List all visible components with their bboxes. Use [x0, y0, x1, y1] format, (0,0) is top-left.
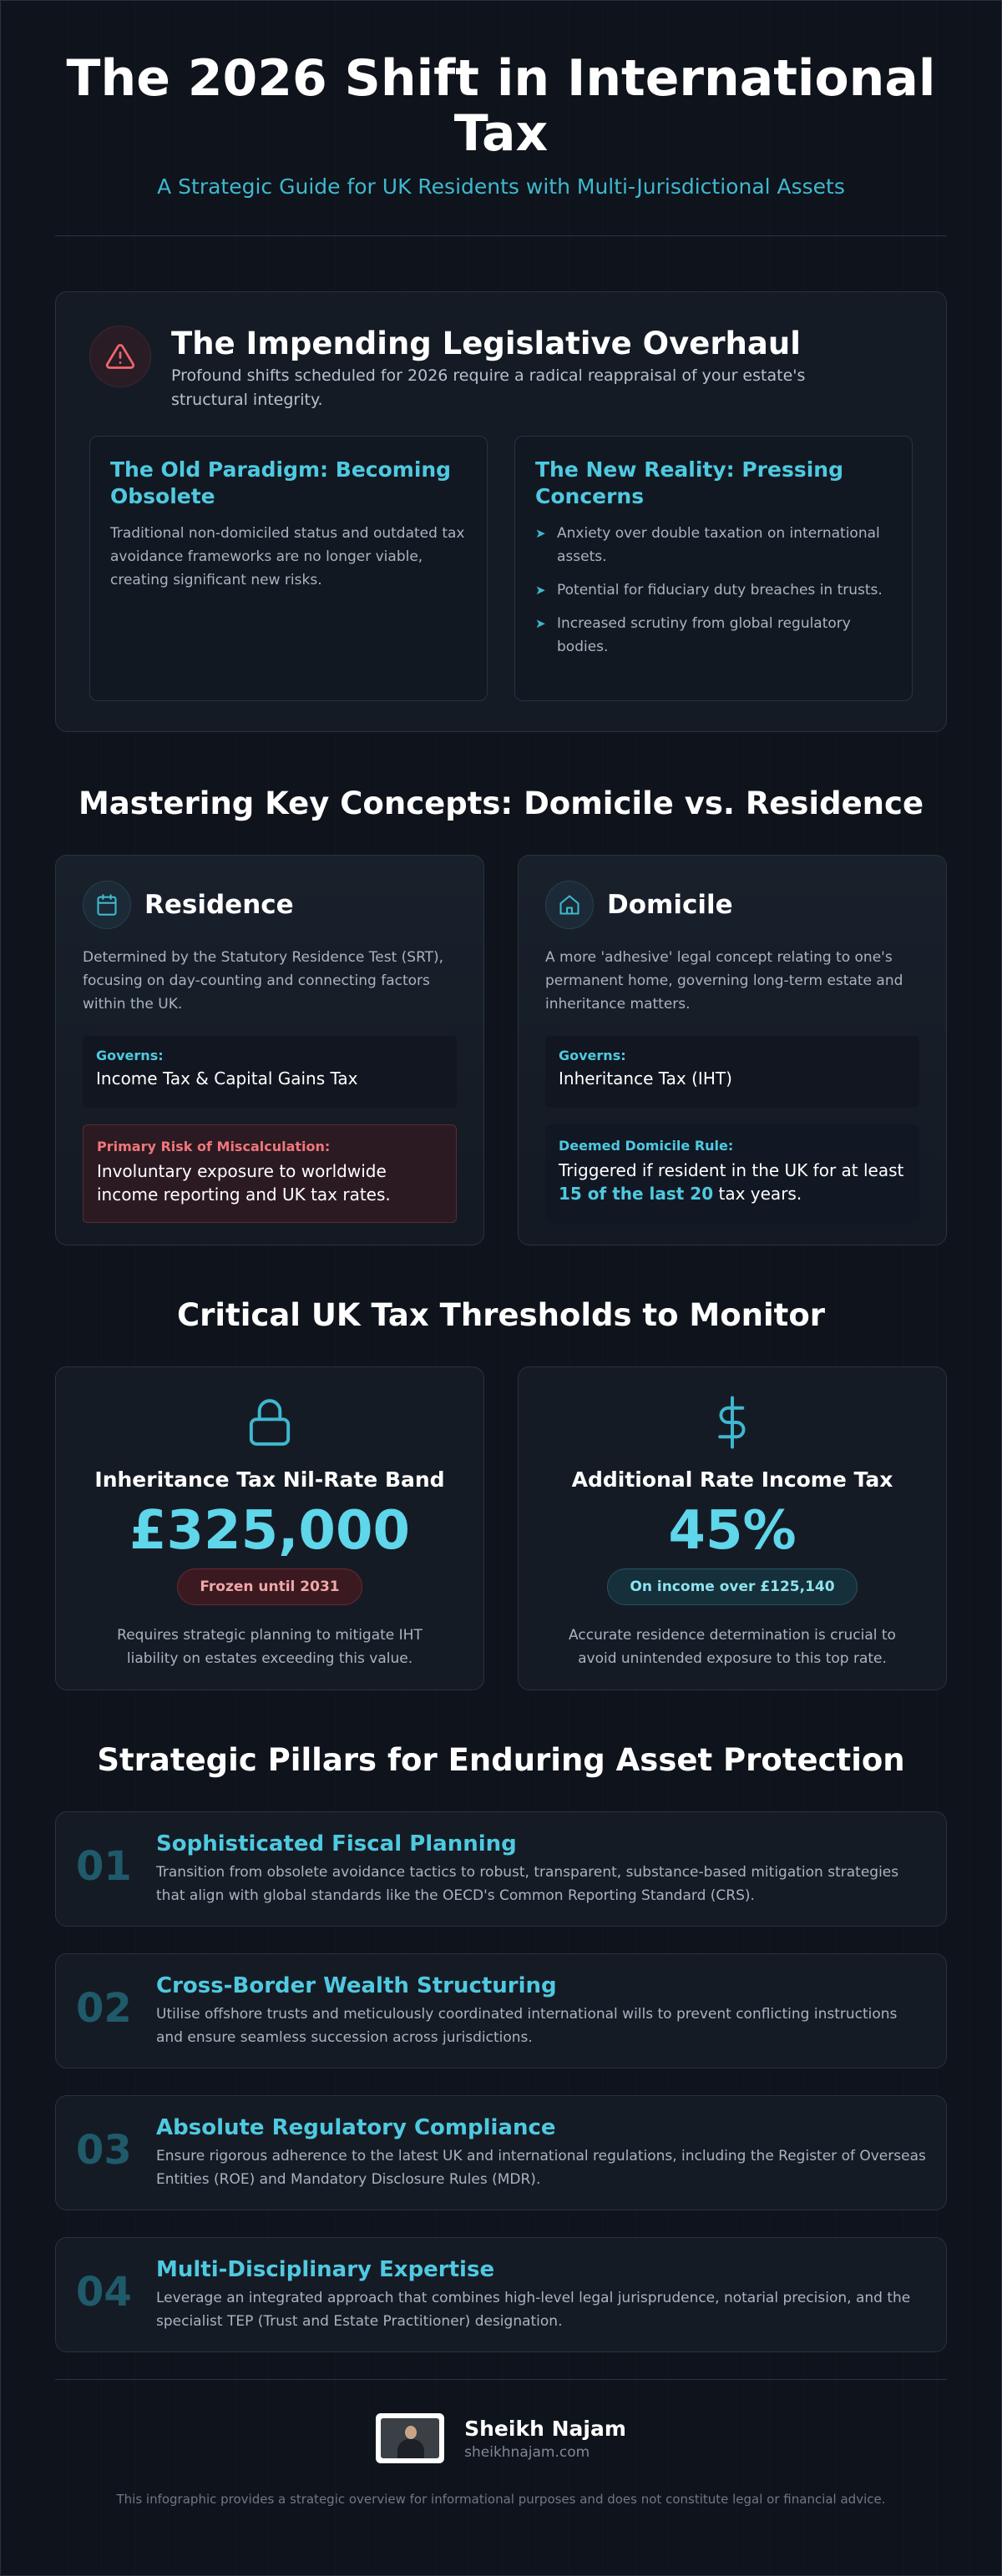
list-item: ➤ Anxiety over double taxation on international assets. [535, 522, 892, 568]
governs-value: Income Tax & Capital Gains Tax [96, 1068, 358, 1088]
deemed-domicile-label: Deemed Domicile Rule: [559, 1138, 734, 1154]
pillar-number: 02 [76, 1985, 132, 2032]
pillar-number: 04 [76, 2269, 132, 2316]
header-divider [55, 235, 947, 236]
arrow-right-icon: ➤ [535, 583, 546, 598]
pillar-description: Ensure rigorous adherence to the latest UK and international regulations, including the Register of Overseas Entities (ROE) and Mandatory Disclosure Rules (MDR). [156, 2148, 926, 2188]
threshold-name: Additional Rate Income Tax [571, 1467, 893, 1492]
pillar-number: 03 [76, 2127, 132, 2174]
footer-divider [55, 2379, 947, 2380]
domicile-card [518, 855, 947, 1245]
dollar-icon [519, 1396, 946, 1449]
residence-risk-box [83, 1124, 457, 1223]
old-paradigm-card [89, 436, 488, 701]
threshold-card [55, 1366, 484, 1690]
threshold-note: Requires strategic planning to mitigate IHT liability on estates exceeding this value. [117, 1627, 423, 1667]
threshold-note: Accurate residence determination is crucial to avoid unintended exposure to this top rate. [569, 1627, 896, 1667]
threshold-card [518, 1366, 947, 1690]
home-icon [545, 881, 594, 929]
overhaul-description: Profound shifts scheduled for 2026 require a radical reappraisal of your estate's structural integrity. [171, 366, 806, 409]
author-website-link[interactable]: sheikhnajam.com [464, 2443, 590, 2461]
thresholds-title: Critical UK Tax Thresholds to Monitor [176, 1297, 826, 1333]
overhaul-section [55, 291, 947, 732]
list-item: ➤ Potential for fiduciary duty breaches in trusts. [535, 578, 892, 602]
avatar [376, 2413, 444, 2463]
pillar-number: 01 [76, 1843, 132, 1890]
old-paradigm-body: Traditional non-domiciled status and outdated tax avoidance frameworks are no longer viable, creating significant new risks. [110, 525, 465, 588]
residence-title: Residence [144, 890, 294, 920]
warning-triangle-icon [89, 326, 151, 387]
old-paradigm-title: The Old Paradigm: Becoming Obsolete [110, 457, 452, 508]
page-title: The 2026 Shift in International Tax [66, 49, 936, 163]
arrow-right-icon: ➤ [535, 526, 546, 541]
pillars-title: Strategic Pillars for Enduring Asset Protection [97, 1742, 905, 1778]
pillar-title: Absolute Regulatory Compliance [156, 2115, 556, 2140]
pillar-title: Multi-Disciplinary Expertise [156, 2257, 495, 2282]
domicile-title: Domicile [607, 890, 733, 920]
pillar-card [55, 1811, 947, 1927]
footer [55, 2379, 947, 2507]
lock-icon [56, 1396, 483, 1449]
governs-value: Inheritance Tax (IHT) [559, 1068, 732, 1088]
risk-label: Primary Risk of Miscalculation: [97, 1139, 331, 1154]
residence-description: Determined by the Statutory Residence Test (SRT), focusing on day-counting and connecting factors within the UK. [83, 949, 444, 1013]
status-badge: Frozen until 2031 [177, 1568, 362, 1605]
arrow-right-icon: ➤ [535, 616, 546, 631]
avatar-photo [381, 2418, 439, 2458]
risk-value: Involuntary exposure to worldwide income reporting and UK tax rates. [97, 1161, 391, 1205]
threshold-value: £325,000 [129, 1500, 411, 1562]
pillar-description: Transition from obsolete avoidance tactics to robust, transparent, substance-based mitigation strategies that align with global standards like the OECD's Common Reporting Standard (CRS). [156, 1864, 899, 1904]
domicile-description: A more 'adhesive' legal concept relating to one's permanent home, governing long-term estate and inheritance matters. [545, 949, 903, 1013]
concepts-section [55, 855, 947, 1245]
status-badge: On income over £125,140 [607, 1568, 857, 1605]
concern-list [535, 522, 892, 659]
header [55, 1, 947, 236]
concepts-title: Mastering Key Concepts: Domicile vs. Residence [78, 785, 924, 821]
pillar-description: Leverage an integrated approach that combines high-level legal jurisprudence, notarial precision, and the specialist TEP (Trust and Estate Practitioner) designation. [156, 2290, 911, 2330]
deemed-domicile-highlight: 15 of the last 20 [559, 1184, 714, 1204]
page-subtitle: A Strategic Guide for UK Residents with Multi-Jurisdictional Assets [157, 174, 845, 199]
governs-label: Governs: [96, 1048, 164, 1063]
residence-card [55, 855, 484, 1245]
deemed-domicile-rule: Triggered if resident in the UK for at least 15 of the last 20 tax years. [559, 1160, 904, 1204]
pillar-title: Sophisticated Fiscal Planning [156, 1831, 517, 1856]
governs-label: Governs: [559, 1048, 626, 1063]
calendar-icon [83, 881, 131, 929]
new-reality-title: The New Reality: Pressing Concerns [535, 457, 843, 508]
domicile-governs-box [545, 1036, 919, 1108]
list-item: ➤ Increased scrutiny from global regulatory bodies. [535, 612, 892, 659]
thresholds-section [55, 1366, 947, 1690]
pillar-title: Cross-Border Wealth Structuring [156, 1973, 557, 1998]
new-reality-card [514, 436, 913, 701]
author-block [55, 2413, 947, 2463]
pillars-section [55, 1811, 947, 2352]
threshold-value: 45% [668, 1500, 797, 1562]
overhaul-title: The Impending Legislative Overhaul [171, 326, 801, 361]
threshold-name: Inheritance Tax Nil-Rate Band [94, 1467, 445, 1492]
disclaimer: This infographic provides a strategic overview for informational purposes and does not constitute legal or financial advice. [116, 2492, 886, 2507]
deemed-domicile-box [545, 1124, 919, 1223]
pillar-card [55, 2237, 947, 2352]
author-name: Sheikh Najam [464, 2416, 626, 2441]
pillar-card [55, 2095, 947, 2210]
pillar-description: Utilise offshore trusts and meticulously coordinated international wills to prevent conflicting instructions and ensure seamless succession across jurisdictions. [156, 2006, 898, 2046]
residence-governs-box [83, 1036, 457, 1108]
pillar-card [55, 1953, 947, 2068]
